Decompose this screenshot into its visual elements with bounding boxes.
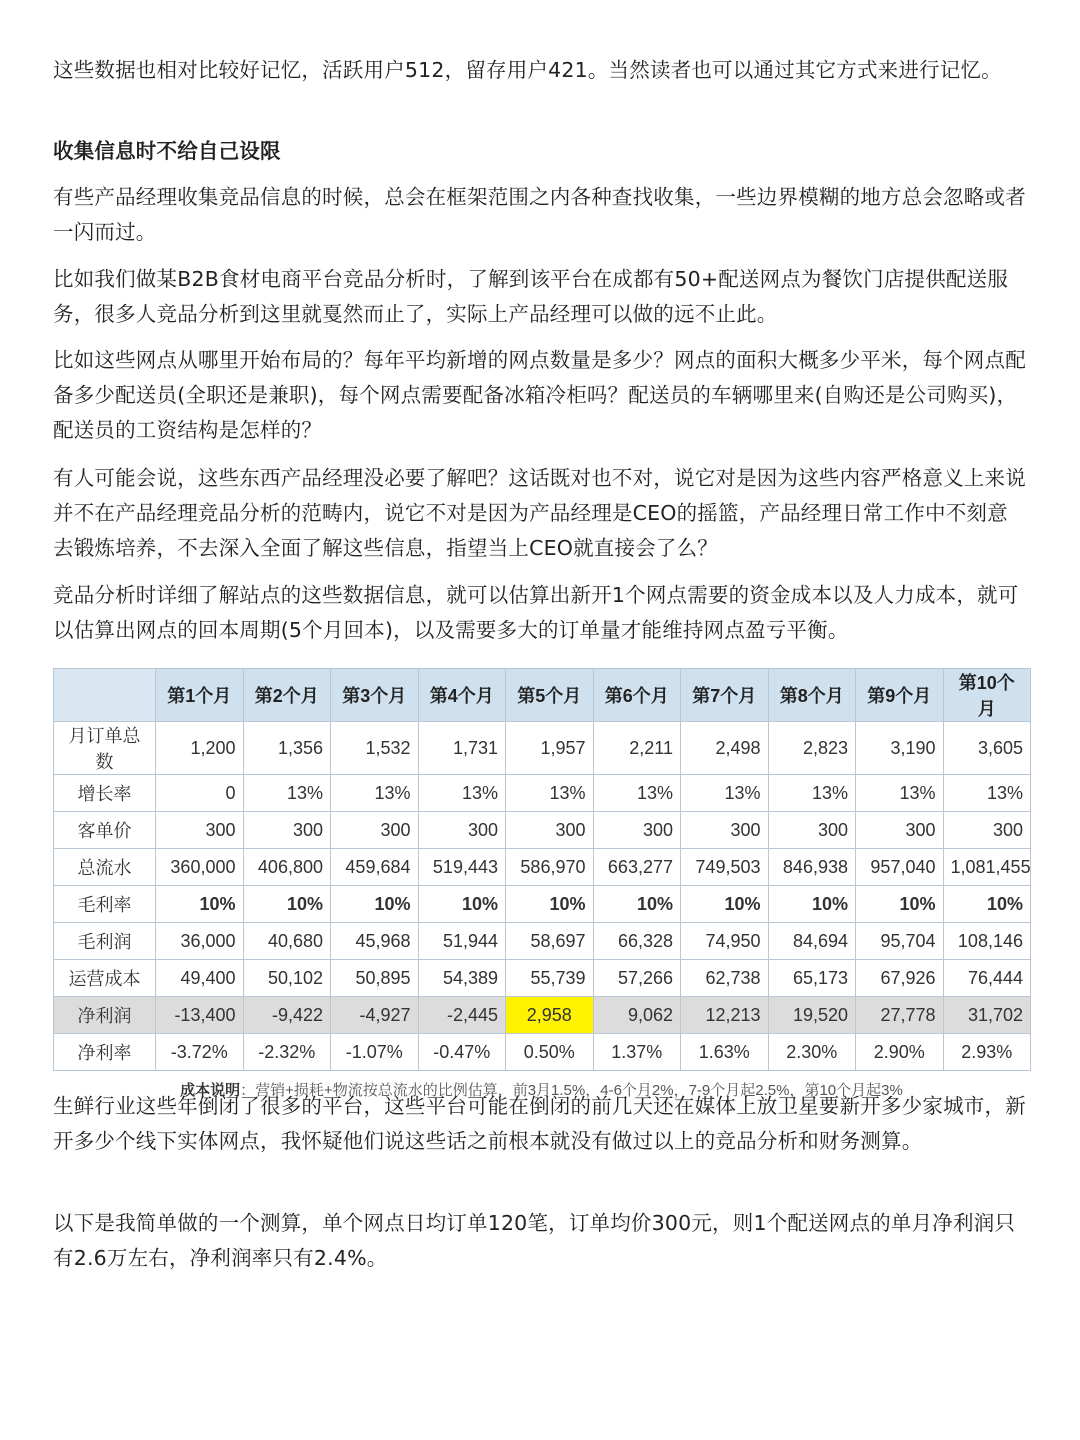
table-cell: 0 — [156, 775, 244, 812]
header-corner — [54, 669, 156, 722]
table-cell: 10% — [768, 886, 856, 923]
row-op-cost — [54, 960, 1031, 997]
table-cell: 300 — [418, 812, 506, 849]
table-cell: 45,968 — [331, 923, 419, 960]
paragraph-memory: 这些数据也相对比较好记忆，活跃用户512，留存用户421。当然读者也可以通过其它方式来进行记忆。 — [53, 58, 1002, 82]
table-cell: 13% — [856, 775, 944, 812]
cost-note-text: ：营销+损耗+物流按总流水的比例估算，前3月1.5%，4-6个月2%，7-9个月起2.5%，第10个月起3% — [240, 1082, 903, 1099]
table-cell: 54,389 — [418, 960, 506, 997]
table-cell: 10% — [593, 886, 681, 923]
paragraph-ceo: 有人可能会说，这些东西产品经理没必要了解吧？这话既对也不对，说它对是因为这些内容严格意义上来说并不在产品经理竞品分析的范畴内，说它不对是因为产品经理是CEO的摇篮，产品经理日常工作中不刻意去锻炼培养，不去深入全面了解这些信息，指望当上CEO就直接会了么？ — [53, 466, 1026, 560]
row-label: 运营成本 — [54, 960, 156, 997]
table-cell: 300 — [156, 812, 244, 849]
paragraph-collect-info: 有些产品经理收集竞品信息的时候，总会在框架范围之内各种查找收集，一些边界模糊的地方总会忽略或者一闪而过。 — [53, 185, 1026, 244]
table-cell: 31,702 — [943, 997, 1031, 1034]
table-cell: 65,173 — [768, 960, 856, 997]
table-cell: 13% — [331, 775, 419, 812]
header-month: 第6个月 — [593, 669, 681, 722]
table-cell: 10% — [506, 886, 594, 923]
table-cell: 406,800 — [243, 849, 331, 886]
row-label: 净利率 — [54, 1034, 156, 1071]
breakeven-cell: 2,958 — [506, 997, 594, 1034]
table-cell: 67,926 — [856, 960, 944, 997]
table-cell: -4,927 — [331, 997, 419, 1034]
table-cell: 2,211 — [593, 722, 681, 775]
table-cell: 19,520 — [768, 997, 856, 1034]
table-cell: 66,328 — [593, 923, 681, 960]
table-cell: 74,950 — [681, 923, 769, 960]
row-label: 净利润 — [54, 997, 156, 1034]
cost-note-label: 成本说明 — [180, 1082, 241, 1099]
table-cell: 13% — [768, 775, 856, 812]
table-cell: 13% — [681, 775, 769, 812]
table-cell: 1,731 — [418, 722, 506, 775]
table-cell: -2.32% — [243, 1034, 331, 1071]
table-cell: 40,680 — [243, 923, 331, 960]
table-header-row — [54, 669, 1031, 722]
table-cell: 10% — [418, 886, 506, 923]
header-month: 第8个月 — [768, 669, 856, 722]
table-cell: 12,213 — [681, 997, 769, 1034]
table-cell: 10% — [243, 886, 331, 923]
row-net-margin — [54, 1034, 1031, 1071]
table-cell: -0.47% — [418, 1034, 506, 1071]
table-cell: 62,738 — [681, 960, 769, 997]
table-cell: 1,957 — [506, 722, 594, 775]
table-cell: 95,704 — [856, 923, 944, 960]
table-cell: 51,944 — [418, 923, 506, 960]
header-month: 第9个月 — [856, 669, 944, 722]
row-label: 总流水 — [54, 849, 156, 886]
row-gross-margin — [54, 886, 1031, 923]
table-body — [54, 722, 1031, 1071]
table-cell: 749,503 — [681, 849, 769, 886]
table-cell: 300 — [768, 812, 856, 849]
table-cell: 2.93% — [943, 1034, 1031, 1071]
table-cell: 3,605 — [943, 722, 1031, 775]
row-orders — [54, 722, 1031, 775]
table-cell: -3.72% — [156, 1034, 244, 1071]
row-label: 毛利润 — [54, 923, 156, 960]
table-cell: 36,000 — [156, 923, 244, 960]
table-cell: -1.07% — [331, 1034, 419, 1071]
table-cell: 55,739 — [506, 960, 594, 997]
table-cell: 10% — [681, 886, 769, 923]
row-revenue — [54, 849, 1031, 886]
paragraph-industry: 生鲜行业这些年倒闭了很多的平台，这些平台可能在倒闭的前几天还在媒体上放卫星要新开多少家城市，新开多少个线下实体网点，我怀疑他们说这些话之前根本就没有做过以上的竞品分析和财务测算。 — [53, 1094, 1026, 1153]
section-heading: 收集信息时不给自己设限 — [53, 139, 281, 163]
table-cell: 360,000 — [156, 849, 244, 886]
row-label: 客单价 — [54, 812, 156, 849]
row-label: 毛利率 — [54, 886, 156, 923]
header-month: 第1个月 — [156, 669, 244, 722]
table-cell: 49,400 — [156, 960, 244, 997]
table-cell: 519,443 — [418, 849, 506, 886]
table-cell: 50,895 — [331, 960, 419, 997]
table-cell: 1.63% — [681, 1034, 769, 1071]
table-cell: -13,400 — [156, 997, 244, 1034]
financial-table — [53, 668, 1031, 1071]
table-cell: 1,200 — [156, 722, 244, 775]
header-month: 第2个月 — [243, 669, 331, 722]
row-growth — [54, 775, 1031, 812]
table-cell: 57,266 — [593, 960, 681, 997]
table-cell: 2,498 — [681, 722, 769, 775]
table-cell: 300 — [331, 812, 419, 849]
row-gross-profit — [54, 923, 1031, 960]
table-cell: 1,356 — [243, 722, 331, 775]
table-cell: 1,081,455 — [943, 849, 1031, 886]
row-avg-price — [54, 812, 1031, 849]
table-cell: 300 — [681, 812, 769, 849]
financial-table-figure — [53, 668, 1030, 1100]
table-cell: 108,146 — [943, 923, 1031, 960]
table-cell: 300 — [593, 812, 681, 849]
table-cell: 0.50% — [506, 1034, 594, 1071]
header-month: 第7个月 — [681, 669, 769, 722]
table-cell: 13% — [506, 775, 594, 812]
table-cell: 10% — [331, 886, 419, 923]
table-cell: 50,102 — [243, 960, 331, 997]
paragraph-calculation: 以下是我简单做的一个测算，单个网点日均订单120笔，订单均价300元，则1个配送网点的单月净利润只有2.6万左右，净利润率只有2.4%。 — [53, 1211, 1016, 1270]
table-cell: 957,040 — [856, 849, 944, 886]
table-cell: 10% — [156, 886, 244, 923]
table-cell: 1.37% — [593, 1034, 681, 1071]
table-cell: 300 — [856, 812, 944, 849]
table-cell: 13% — [943, 775, 1031, 812]
table-cell: 2.30% — [768, 1034, 856, 1071]
table-cell: 663,277 — [593, 849, 681, 886]
table-cell: 2,823 — [768, 722, 856, 775]
table-cell: 13% — [243, 775, 331, 812]
row-label: 月订单总数 — [54, 722, 156, 775]
table-cell: -2,445 — [418, 997, 506, 1034]
row-net-profit — [54, 997, 1031, 1034]
table-cell: 10% — [943, 886, 1031, 923]
paragraph-estimate: 竞品分析时详细了解站点的这些数据信息，就可以估算出新开1个网点需要的资金成本以及人力成本，就可以估算出网点的回本周期(5个月回本)，以及需要多大的订单量才能维持网点盈亏平衡。 — [53, 583, 1019, 642]
table-cell: 1,532 — [331, 722, 419, 775]
header-month: 第3个月 — [331, 669, 419, 722]
table-cell: 3,190 — [856, 722, 944, 775]
header-month: 第5个月 — [506, 669, 594, 722]
table-cell: 13% — [418, 775, 506, 812]
table-cell: 459,684 — [331, 849, 419, 886]
table-cell: 846,938 — [768, 849, 856, 886]
table-cell: 300 — [943, 812, 1031, 849]
table-cell: 9,062 — [593, 997, 681, 1034]
table-cell: 84,694 — [768, 923, 856, 960]
table-cell: 586,970 — [506, 849, 594, 886]
table-cell: 2.90% — [856, 1034, 944, 1071]
table-cell: 27,778 — [856, 997, 944, 1034]
paragraph-b2b-example: 比如我们做某B2B食材电商平台竞品分析时，了解到该平台在成都有50+配送网点为餐饮门店提供配送服务，很多人竞品分析到这里就戛然而止了，实际上产品经理可以做的远不止此。 — [53, 267, 1009, 326]
header-month: 第10个月 — [943, 669, 1031, 722]
paragraph-questions: 比如这些网点从哪里开始布局的？每年平均新增的网点数量是多少？网点的面积大概多少平米，每个网点配备多少配送员(全职还是兼职)，每个网点需要配备冰箱冷柜吗？配送员的车辆哪里来(自购还是公司购买)，配送员的工资结构是怎样的？ — [53, 348, 1026, 442]
table-cell: -9,422 — [243, 997, 331, 1034]
table-cell: 76,444 — [943, 960, 1031, 997]
table-cell: 300 — [243, 812, 331, 849]
table-cell: 13% — [593, 775, 681, 812]
row-label: 增长率 — [54, 775, 156, 812]
table-cell: 10% — [856, 886, 944, 923]
table-cell: 300 — [506, 812, 594, 849]
header-month: 第4个月 — [418, 669, 506, 722]
table-cell: 58,697 — [506, 923, 594, 960]
